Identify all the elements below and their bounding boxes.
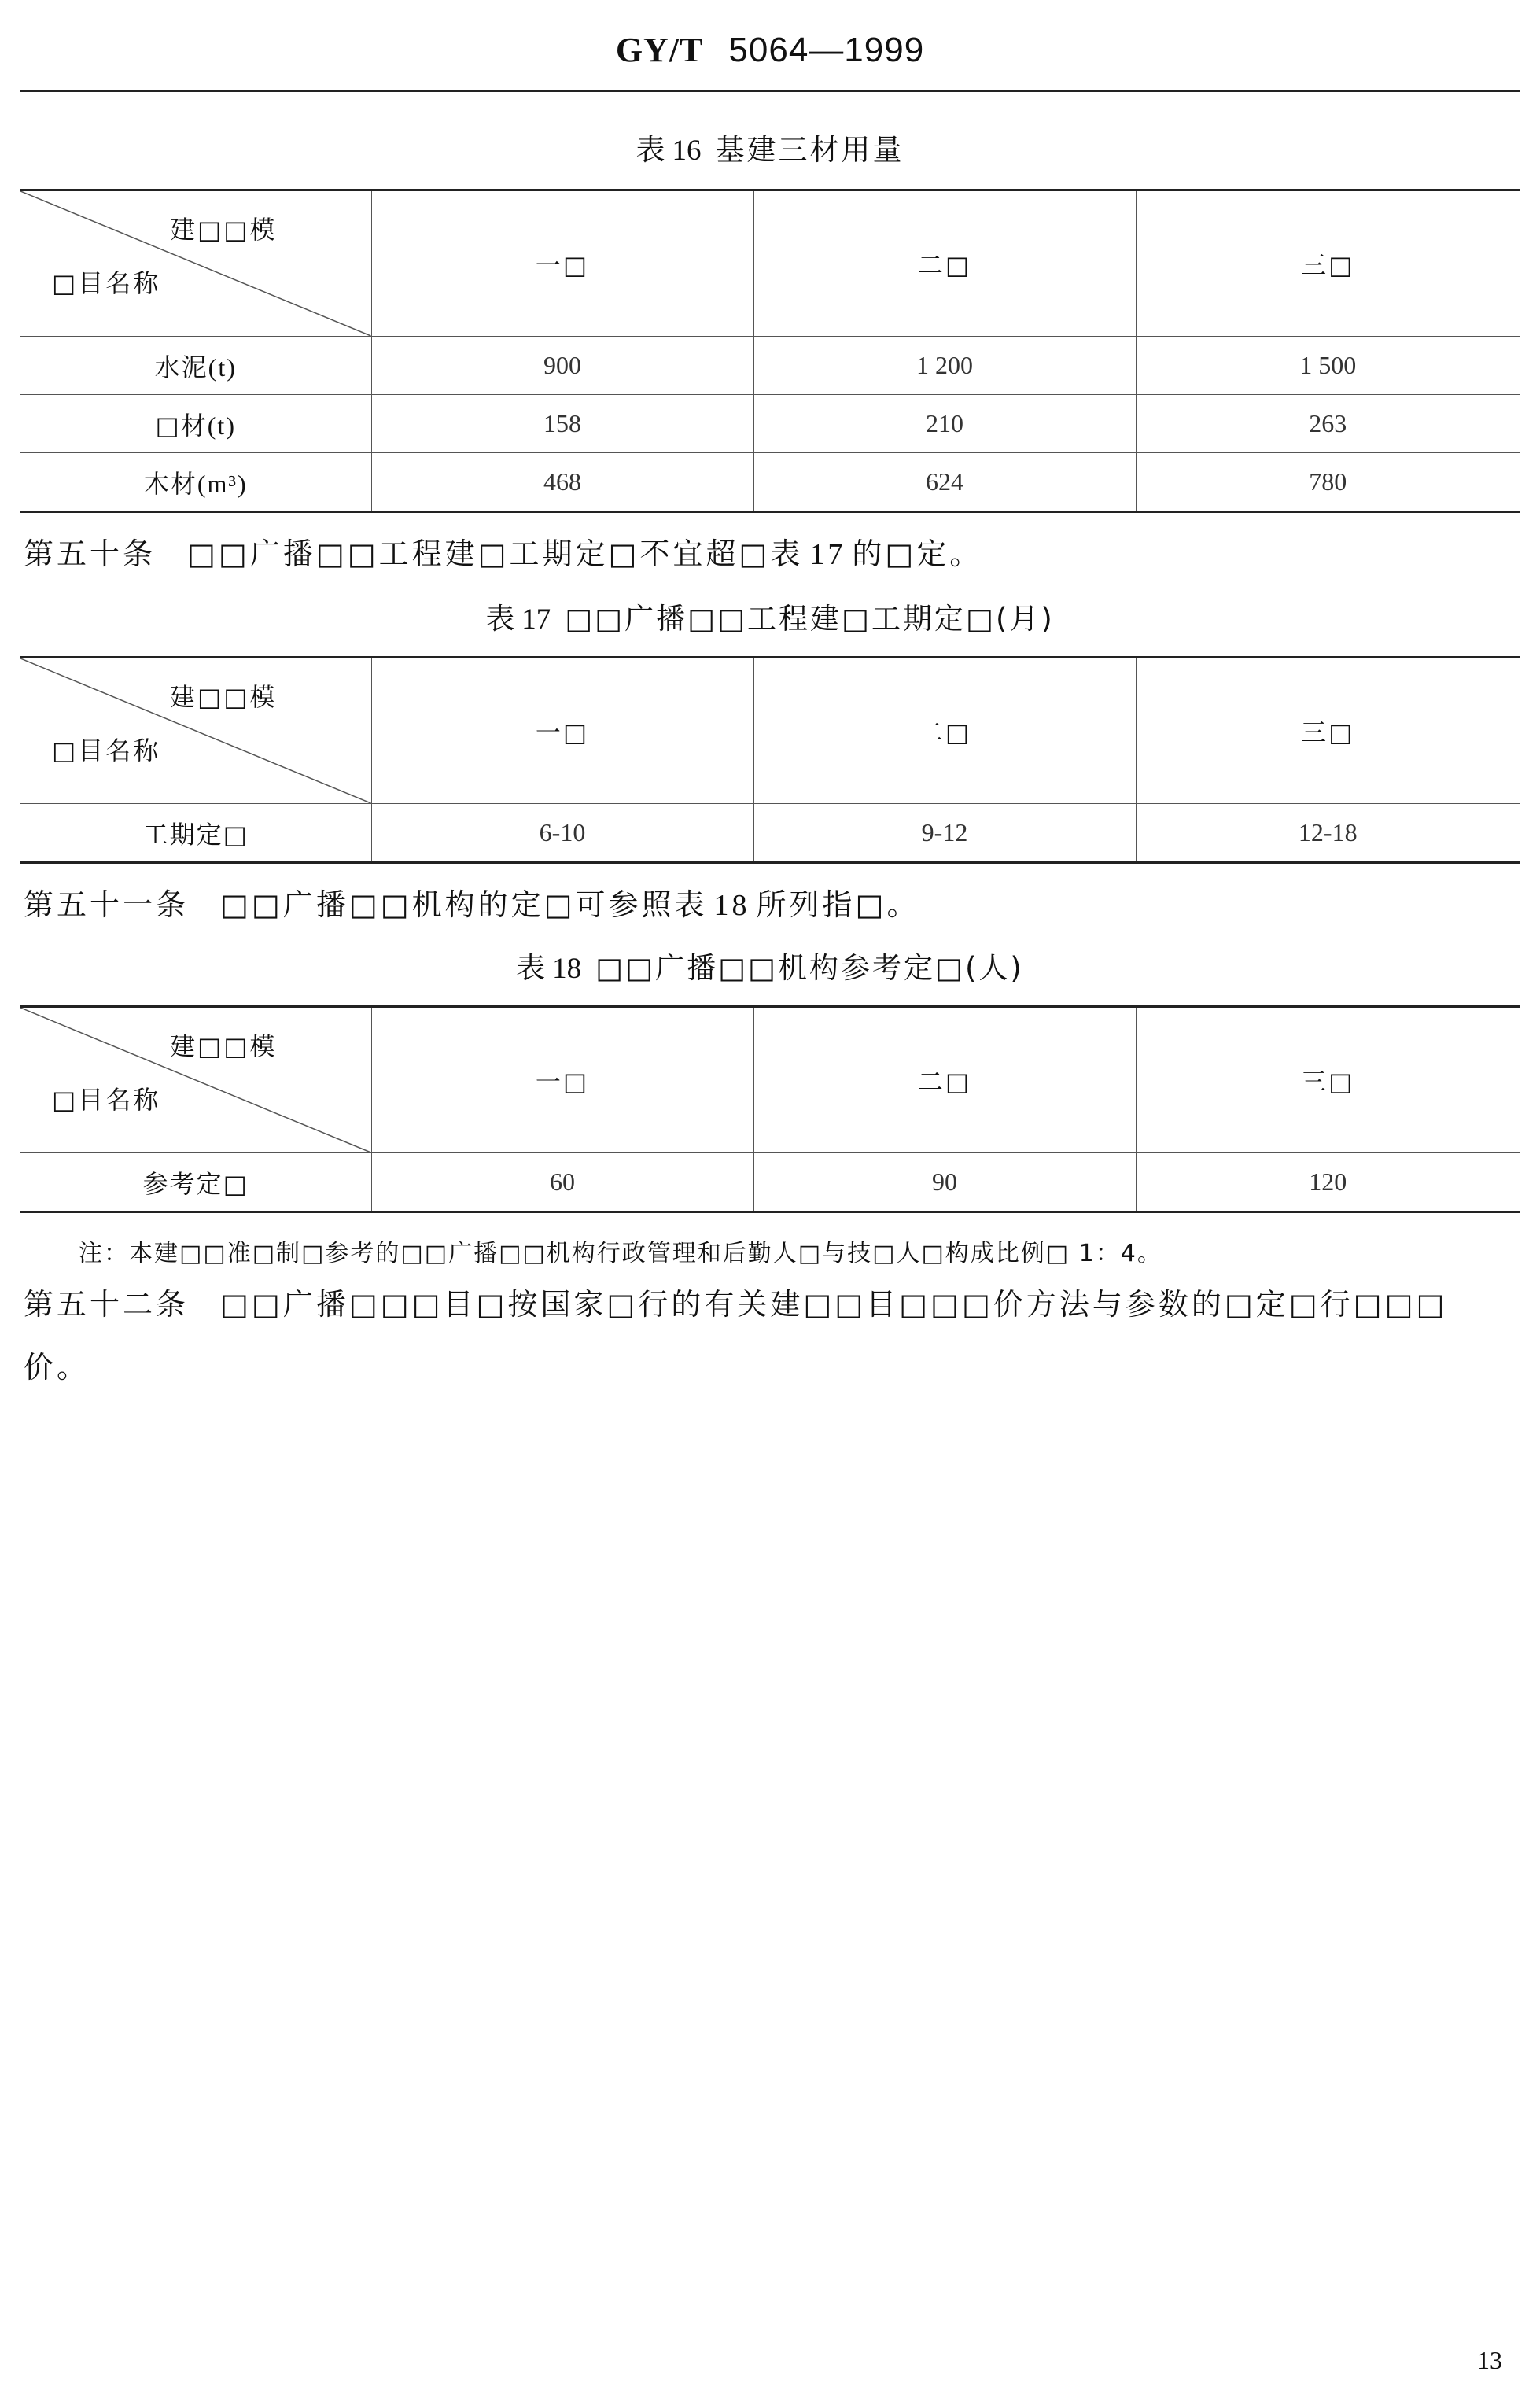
corner-label-scale: 建□□模 [170,682,278,712]
table16-caption [0,126,1540,168]
article-text: 所列指□。 [756,887,920,922]
table17-caption [0,595,1540,637]
table-cell: 210 [753,395,1136,453]
column-header: 二□ [753,658,1136,804]
row-label: 木材(m³) [20,453,371,512]
table-cell: 1 500 [1136,337,1520,395]
table-cell: 9-12 [753,804,1136,863]
article-52 [24,1273,1518,1399]
table-note: 注：本建□□准□制□参考的□□广播□□机构行政管理和后勤人□与技□人□构成比例□ 1：4。 [79,1240,1162,1267]
table-row [20,804,1520,863]
table-cell: 158 [371,395,753,453]
table-row [20,337,1520,395]
column-header: 一□ [371,1007,753,1153]
table-row [20,453,1520,512]
column-header: 三□ [1136,1007,1520,1153]
caption-number: 16 [672,135,702,167]
article-label: 第五十一条 [24,887,190,922]
caption-prefix: 表 [485,602,518,636]
table-row [20,395,1520,453]
column-header: 三□ [1136,190,1520,337]
caption-prefix: 表 [516,951,548,985]
table-header-row [20,658,1520,804]
article-text: □□广播□□□目□按国家□行的有关建□□目□□□价方法与参数的□定□行□□□ [220,1287,1448,1322]
table-cell: 90 [753,1153,1136,1212]
standard-header [0,30,1540,70]
article-text: □□广播□□机构的定□可参照表 [220,887,708,922]
row-label: 水泥(t) [20,337,371,395]
table-cell: 263 [1136,395,1520,453]
column-header: 二□ [753,1007,1136,1153]
table-cell: 6-10 [371,804,753,863]
caption-title: □□广播□□机构参考定□(人) [595,951,1024,985]
caption-title: □□广播□□工程建□工期定□(月) [565,602,1055,636]
table-reference: 17 [809,538,846,571]
corner-label-item: □目名称 [52,1085,161,1115]
standard-number: 5064—1999 [728,31,925,69]
table18-caption [0,944,1540,986]
table-cell: 120 [1136,1153,1520,1212]
standard-code: GY/T [615,31,704,69]
table-row [20,1153,1520,1212]
table-cell: 60 [371,1153,753,1212]
table-header-row [20,190,1520,337]
column-header: 三□ [1136,658,1520,804]
table16 [20,189,1520,513]
article-text: □□广播□□工程建□工期定□不宜超□表 [187,537,804,571]
caption-title: 基建三材用量 [715,133,904,167]
diagonal-header-cell [20,190,371,337]
column-header: 一□ [371,658,753,804]
caption-prefix: 表 [636,133,668,167]
article-text: 的□定。 [852,537,983,571]
corner-label-item: □目名称 [52,268,161,298]
table-reference: 18 [713,889,750,922]
article-50 [24,522,1518,586]
row-label: 工期定□ [20,804,371,863]
table-cell: 468 [371,453,753,512]
table-cell: 1 200 [753,337,1136,395]
table17 [20,656,1520,864]
corner-label-scale: 建□□模 [170,1031,278,1061]
caption-number: 17 [521,603,551,636]
corner-label-item: □目名称 [52,736,161,765]
diagonal-header-cell [20,1007,371,1153]
table-header-row [20,1007,1520,1153]
page-number: 13 [1477,2346,1502,2374]
table-cell: 624 [753,453,1136,512]
table-cell: 900 [371,337,753,395]
caption-number: 18 [552,953,582,985]
table18 [20,1005,1520,1213]
table-cell: 780 [1136,453,1520,512]
table-cell: 12-18 [1136,804,1520,863]
row-label: □材(t) [20,395,371,453]
column-header: 一□ [371,190,753,337]
article-label: 第五十条 [24,537,157,571]
row-label: 参考定□ [20,1153,371,1212]
diagonal-header-cell [20,658,371,804]
article-label: 第五十二条 [24,1287,190,1322]
column-header: 二□ [753,190,1136,337]
article-51 [24,873,1518,937]
article-text-continuation: 价。 [24,1350,90,1385]
corner-label-scale: 建□□模 [170,215,278,245]
header-rule [20,90,1520,92]
